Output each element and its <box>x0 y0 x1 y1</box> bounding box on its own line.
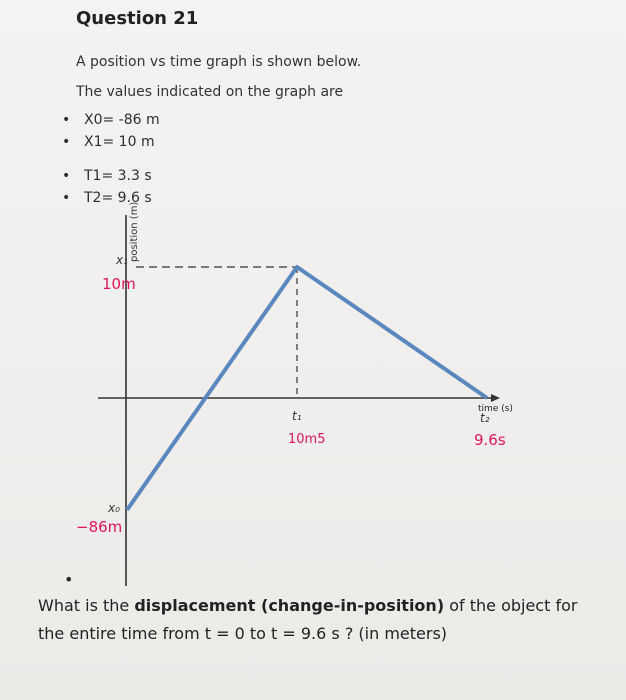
handwritten-x0: −86m <box>76 518 123 536</box>
intro-text-1: A position vs time graph is shown below. <box>76 54 362 70</box>
bullet-icon: • <box>62 168 71 184</box>
value-x0: X0= -86 m <box>84 112 160 128</box>
value-t2: T2= 9.6 s <box>84 190 152 206</box>
question-suffix: of the object for the entire time from t = 0 to t = 9.6 s ? (in meters) <box>38 596 578 643</box>
question-prefix: What is the <box>38 596 135 615</box>
handwritten-x1: 10m <box>102 275 136 293</box>
handwritten-t1: 10m5 <box>288 432 326 447</box>
bullet-icon: • <box>64 570 74 589</box>
position-line <box>127 267 487 510</box>
x-axis-arrow-icon <box>491 394 500 402</box>
bullet-icon: • <box>62 134 71 150</box>
y-axis-label: position (m) <box>129 201 140 262</box>
handwritten-t2: 9.6s <box>474 431 506 449</box>
question-title: Question 21 <box>76 8 199 29</box>
x-axis-label: time (s) <box>478 404 513 414</box>
value-x1: X1= 10 m <box>84 134 155 150</box>
t2-label: t₂ <box>480 411 490 425</box>
bullet-icon: • <box>62 112 71 128</box>
bullet-icon: • <box>62 190 71 206</box>
question-bold: displacement (change-in-position) <box>134 596 445 615</box>
t1-label: t₁ <box>292 409 302 423</box>
x0-label: x₀ <box>108 501 120 515</box>
x1-label: x₁ <box>116 253 128 267</box>
intro-text-2: The values indicated on the graph are <box>76 84 344 100</box>
value-t1: T1= 3.3 s <box>84 168 152 184</box>
question-text <box>38 592 608 648</box>
